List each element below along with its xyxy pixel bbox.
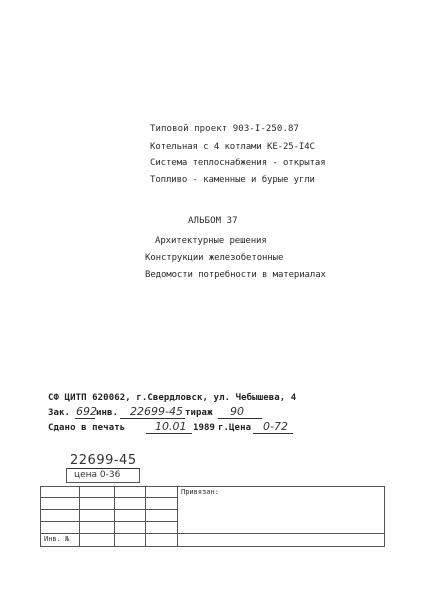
price-label: г.Цена xyxy=(218,423,252,433)
album-item-materials: Ведомости потребности в материалах xyxy=(145,270,326,280)
album-item-concrete: Конструкции железобетонные xyxy=(145,253,284,263)
inventory-number: 22699-45 xyxy=(130,405,183,418)
inventory-no-label: Инв. № xyxy=(44,535,70,543)
year-value: 1989 xyxy=(193,423,216,433)
print-run-value: 90 xyxy=(230,405,244,418)
order-number: 692 xyxy=(76,405,97,418)
signed-label: Сдано в печать xyxy=(48,423,126,433)
boiler-description: Котельная с 4 котлами КЕ-25-I4С xyxy=(150,142,315,152)
order-label: Зак. xyxy=(48,408,71,418)
album-title: АЛЬБОМ 37 xyxy=(188,216,238,226)
fuel-type: Топливо - каменные и бурые угли xyxy=(150,175,315,185)
stamp-price: цена 0-36 xyxy=(74,470,121,480)
attached-label: Привязан: xyxy=(181,488,219,496)
price-value: 0-72 xyxy=(263,420,288,433)
inventory-label: инв. xyxy=(96,408,119,418)
registration-grid xyxy=(40,486,385,547)
heating-system: Система теплоснабжения - открытая xyxy=(150,158,326,168)
signed-date: 10.01 xyxy=(155,420,187,433)
publisher-address: СФ ЦИТП 620062, г.Свердловск, ул. Чебышева, 4 xyxy=(48,393,297,403)
print-run-label: тираж xyxy=(185,408,213,418)
stamp-number: 22699-45 xyxy=(70,453,137,468)
album-item-architecture: Архитектурные решения xyxy=(155,236,267,246)
project-title: Типовой проект 903-I-250.87 xyxy=(150,124,299,134)
